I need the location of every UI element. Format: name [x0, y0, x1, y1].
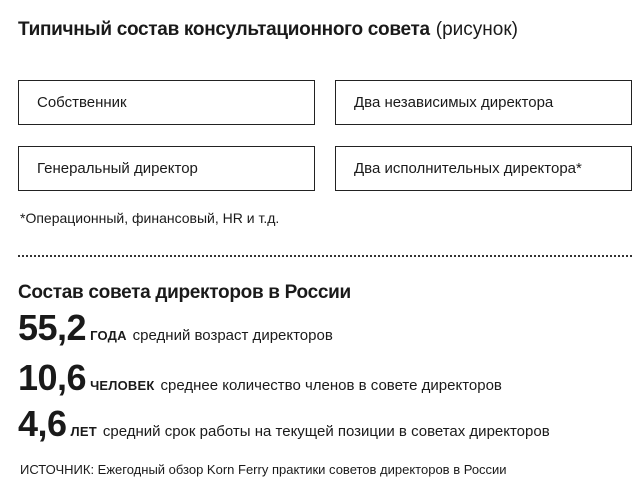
stat-unit: ЧЕЛОВЕК: [90, 378, 155, 393]
footnote: *Операционный, финансовый, HR и т.д.: [20, 210, 280, 226]
stat-value: 4,6: [18, 403, 67, 444]
board-box-executive-directors: [335, 146, 632, 191]
stat-description: средний срок работы на текущей позиции в советах директоров: [102, 423, 550, 440]
board-box-label: Два независимых директора: [354, 94, 554, 111]
title-main: Типичный состав консультационного совета: [18, 19, 430, 40]
stat-description: среднее количество членов в совете директоров: [160, 377, 502, 394]
stat-value: 55,2: [18, 307, 87, 348]
board-box-ceo: [18, 146, 315, 191]
dotted-divider: [18, 255, 632, 257]
stat-unit: ЛЕТ: [70, 424, 97, 439]
stat-row-age: [18, 306, 333, 350]
board-box-label: Генеральный директор: [37, 160, 198, 177]
page-title: [18, 18, 518, 42]
source-note: ИСТОЧНИК: Ежегодный обзор Korn Ferry практики советов директоров в России: [20, 462, 507, 477]
board-box-label: Два исполнительных директора*: [354, 160, 582, 177]
title-suffix: (рисунок): [435, 19, 518, 40]
stat-row-tenure: [18, 402, 550, 446]
board-box-owner: [18, 80, 315, 125]
stat-unit: ГОДА: [90, 328, 127, 343]
section-title: Состав совета директоров в России: [18, 282, 351, 303]
board-box-independent-directors: [335, 80, 632, 125]
board-box-label: Собственник: [37, 94, 127, 111]
stat-description: средний возраст директоров: [132, 327, 333, 344]
stat-row-members: [18, 356, 502, 400]
stat-value: 10,6: [18, 357, 87, 398]
